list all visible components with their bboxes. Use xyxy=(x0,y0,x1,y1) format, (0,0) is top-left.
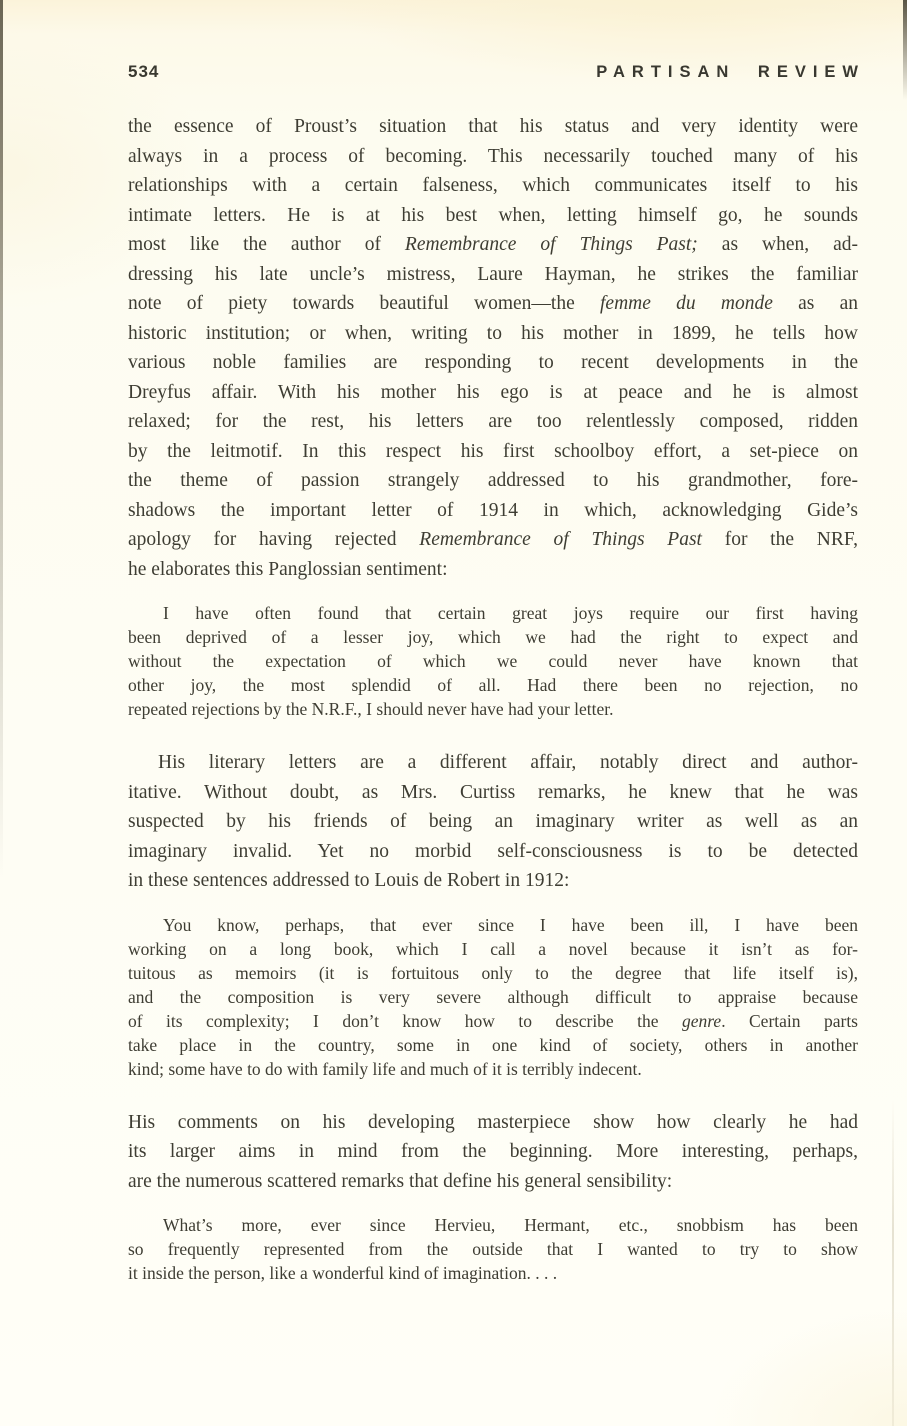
paper-crease xyxy=(892,1100,894,1426)
body-paragraph-2 xyxy=(128,748,858,896)
text-line: take place in the country, some in one kind of society, others in another xyxy=(128,1034,858,1055)
block-quote-3 xyxy=(128,1213,858,1285)
text-line: he elaborates this Panglossian sentiment: xyxy=(128,558,448,580)
text-line: working on a long book, which I call a novel because it isn’t as for- xyxy=(128,938,858,959)
block-quote-2 xyxy=(128,913,858,1081)
text-line: other joy, the most splendid of all. Had there been no rejection, no xyxy=(128,675,858,695)
text-line: imaginary invalid. Yet no morbid self-consciousness is to be detected xyxy=(128,840,858,862)
scan-edge-left xyxy=(0,0,3,880)
body-paragraph-1 xyxy=(128,112,858,584)
text-line: most like the author of Remembrance of Things Past; as when, ad- xyxy=(128,234,858,255)
page-number: 534 xyxy=(128,62,160,81)
text-line: suspected by his friends of being an imaginary writer as well as an xyxy=(128,811,858,832)
text-line: His literary letters are a different affair, notably direct and author- xyxy=(158,752,858,773)
text-line: always in a process of becoming. This necessarily touched many of his xyxy=(128,145,858,167)
text-line: by the leitmotif. In this respect his first schoolboy effort, a set-piece on xyxy=(128,440,858,462)
text-line: repeated rejections by the N.R.F., I should never have had your letter. xyxy=(128,699,614,719)
text-line: What’s more, ever since Hervieu, Hermant, etc., snobbism has been xyxy=(163,1215,858,1235)
text-line: note of piety towards beautiful women—the femme du monde as an xyxy=(128,293,858,314)
text-line: Dreyfus affair. With his mother his ego is at peace and he is almost xyxy=(128,381,858,403)
text-line: apology for having rejected Remembrance of Things Past for the NRF, xyxy=(128,529,858,550)
text-line: relationships with a certain falseness, which communicates itself to his xyxy=(128,175,858,196)
text-line: so frequently represented from the outside that I wanted to try to show xyxy=(128,1239,858,1259)
text-line: You know, perhaps, that ever since I have been ill, I have been xyxy=(163,914,858,935)
text-line: in these sentences addressed to Louis de Robert in 1912: xyxy=(128,870,570,891)
running-header xyxy=(128,62,865,82)
text-line: its larger aims in mind from the beginning. More interesting, perhaps, xyxy=(128,1141,858,1162)
text-line: been deprived of a lesser joy, which we had the right to expect and xyxy=(128,627,858,647)
text-line: and the composition is very severe although difficult to appraise because xyxy=(128,986,858,1007)
text-line: dressing his late uncle’s mistress, Laure Hayman, he strikes the familiar xyxy=(128,263,858,285)
text-line: shadows the important letter of 1914 in which, acknowledging Gide’s xyxy=(128,499,858,521)
text-line: relaxed; for the rest, his letters are too relentlessly composed, ridden xyxy=(128,411,858,432)
text-line: are the numerous scattered remarks that define his general sensibility: xyxy=(128,1170,673,1192)
body-paragraph-3 xyxy=(128,1108,858,1197)
journal-title: PARTISAN REVIEW xyxy=(596,63,865,81)
text-line: various noble families are responding to recent developments in the xyxy=(128,352,858,373)
text-line: without the expectation of which we could never have known that xyxy=(128,651,858,671)
text-line: His comments on his developing masterpiece show how clearly he had xyxy=(128,1111,858,1133)
text-line: tuitous as memoirs (it is fortuitous only to the degree that life itself is), xyxy=(128,962,858,983)
page-content xyxy=(128,62,865,1312)
text-line: it inside the person, like a wonderful kind of imagination. . . . xyxy=(128,1263,558,1283)
text-line: historic institution; or when, writing to his mother in 1899, he tells how xyxy=(128,322,858,344)
text-line: intimate letters. He is at his best when, letting himself go, he sounds xyxy=(128,204,858,226)
text-line: kind; some have to do with family life and much of it is terribly indecent. xyxy=(128,1058,642,1079)
scan-edge-right xyxy=(903,0,907,100)
text-line: itative. Without doubt, as Mrs. Curtiss remarks, he knew that he was xyxy=(128,781,858,803)
text-line: of its complexity; I don’t know how to describe the genre. Certain parts xyxy=(128,1010,858,1031)
text-line: the theme of passion strangely addressed to his grandmother, fore- xyxy=(128,470,858,491)
text-line: the essence of Proust’s situation that his status and very identity were xyxy=(128,116,858,137)
block-quote-1 xyxy=(128,601,858,721)
text-line: I have often found that certain great joys require our first having xyxy=(163,603,858,623)
